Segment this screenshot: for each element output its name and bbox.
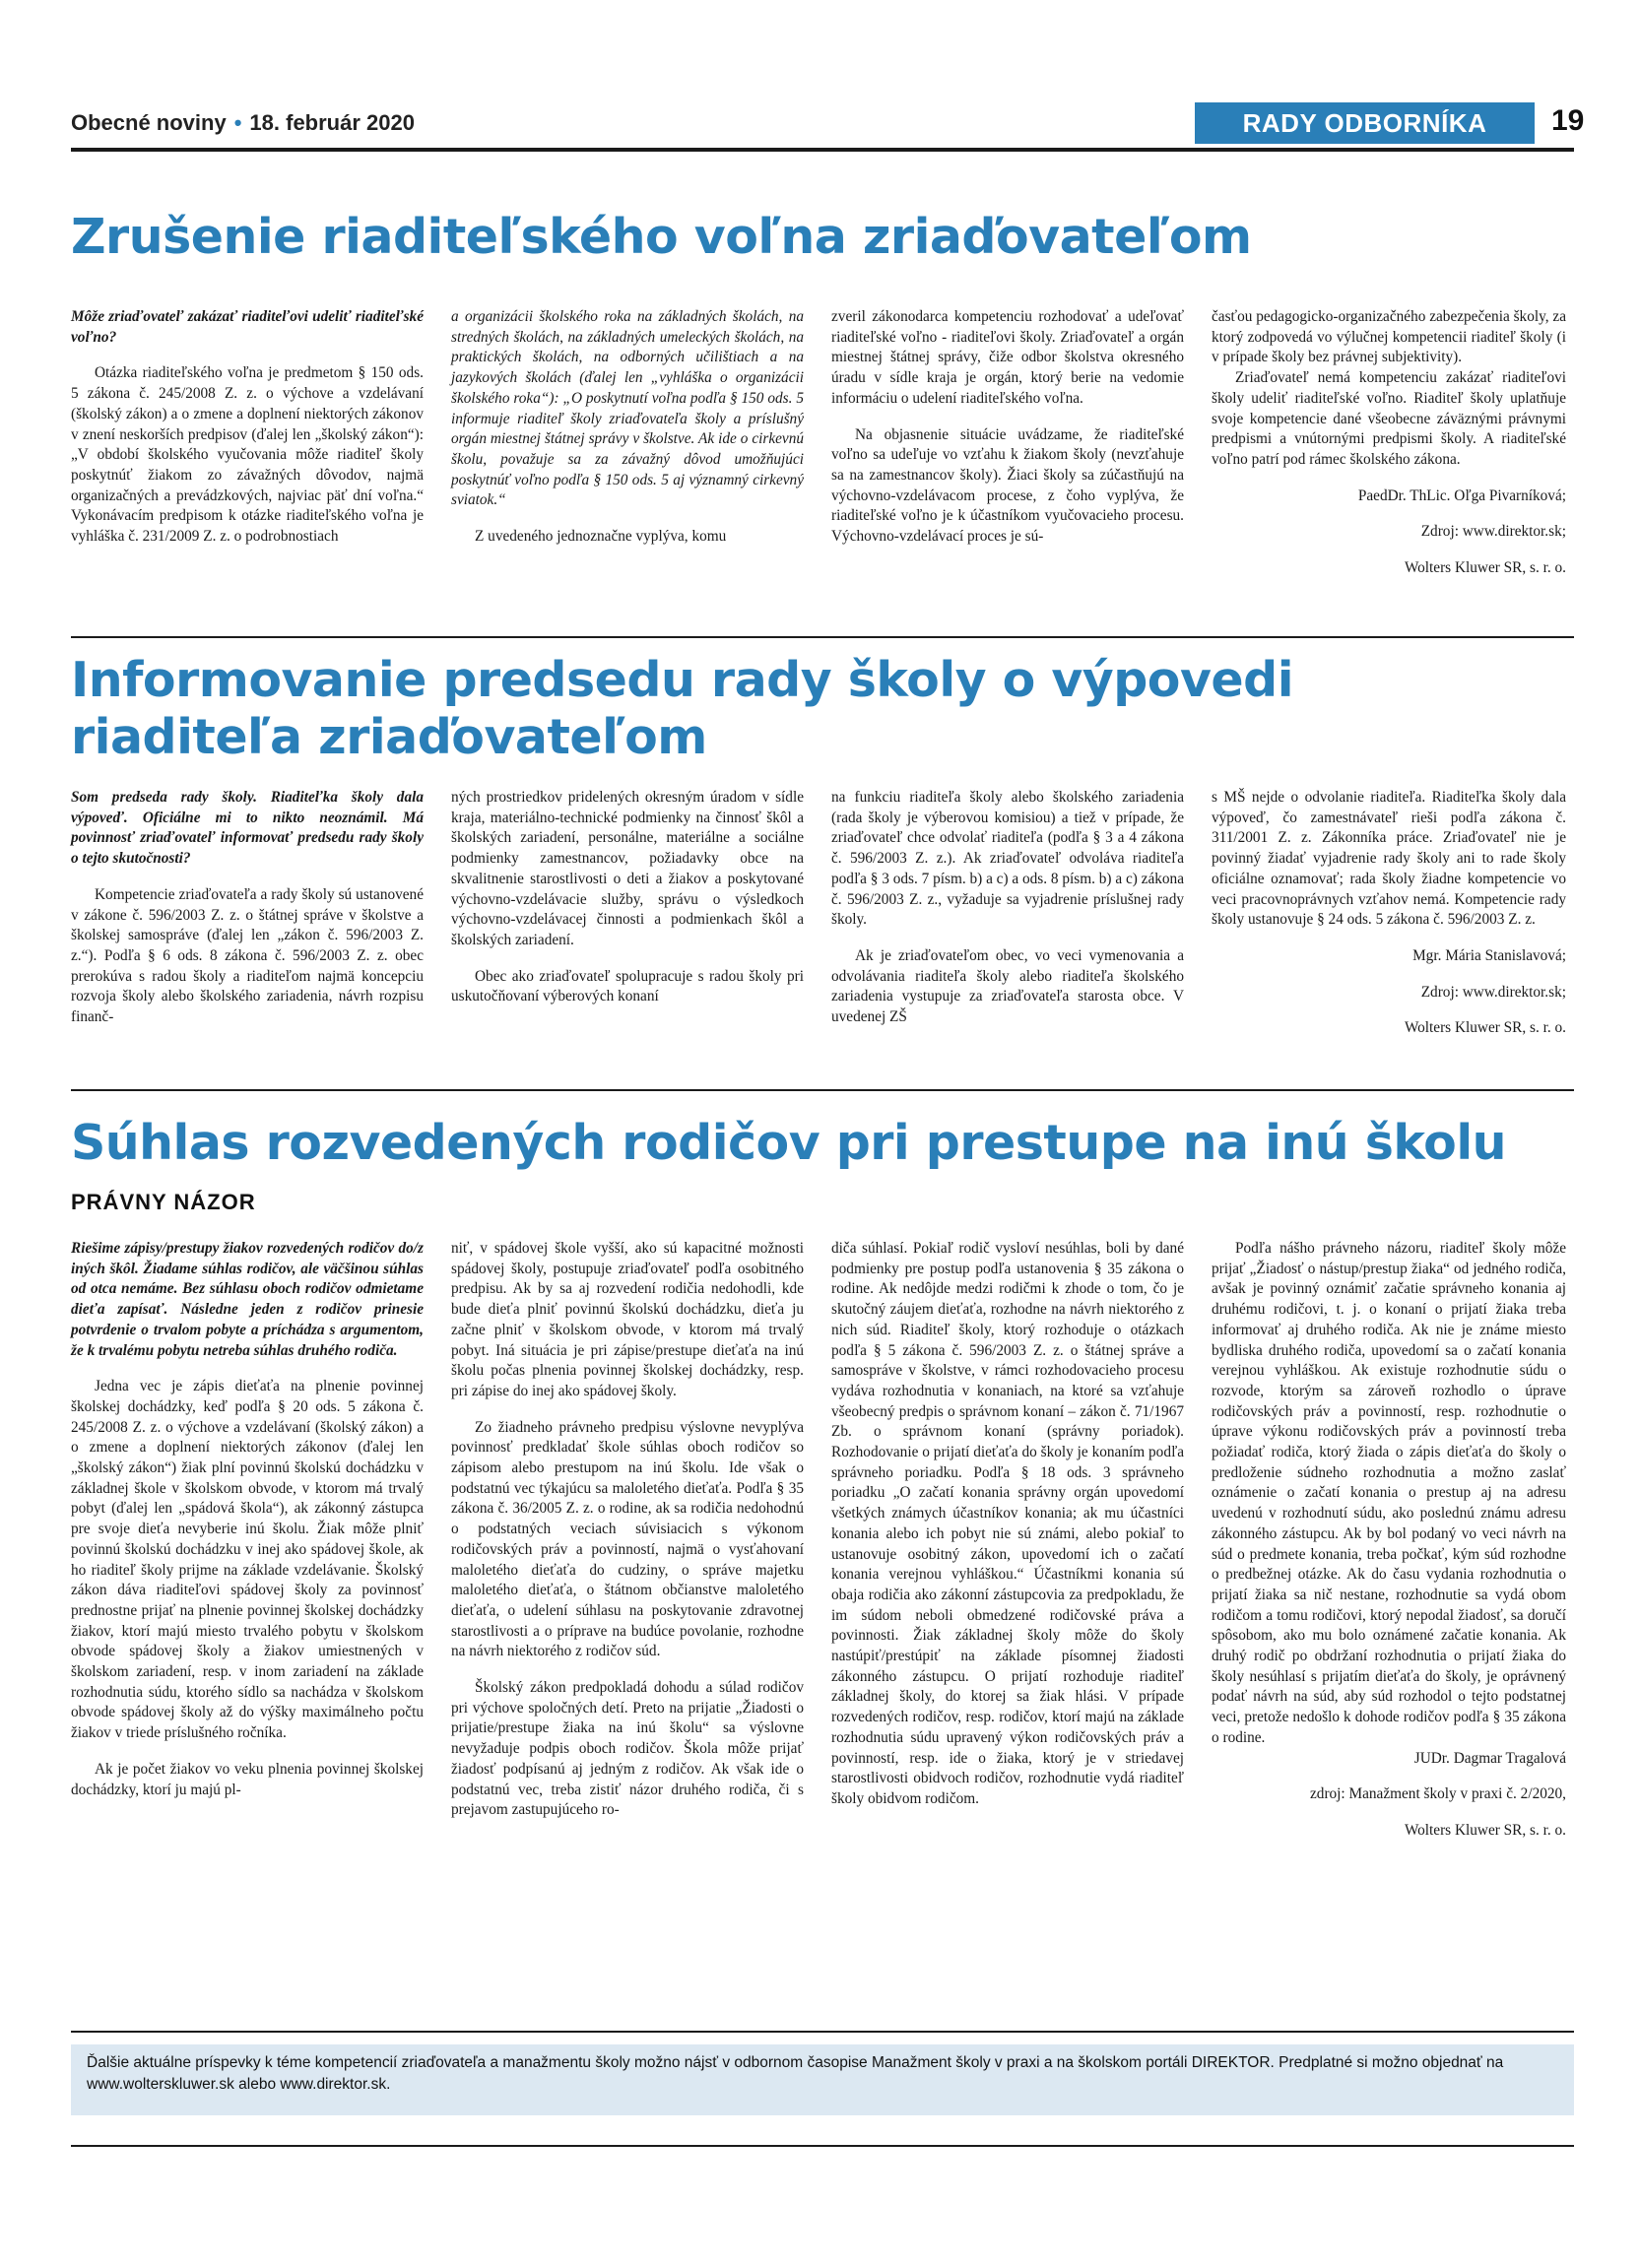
article3-paragraph: niť, v spádovej škole vyšší, ako sú kapacitné možnosti spádovej školy, postupuje zriaďovateľ podľa osobitného predpisu. Ak by sa aj rozvedení rodičia nedohodli, kde bude dieťa plniť povinnú školskú dochádzku, dieťa ju začne plniť v školskom obvode, v ktorom má trvalý pobyt. Iná situácia je pri zápise/prestupe dieťaťa na inú školu počas plnenia povinnej školskej dochádzky, resp. pri zápise do inej ako spádovej školy. xyxy=(451,1240,804,1399)
article3-paragraph: Jedna vec je zápis dieťaťa na plnenie povinnej školskej dochádzky, keď podľa § 20 ods. 5 zákona č. 245/2008 Z. z. o výchove a vzdelávaní (školský zákon) a o zmene a doplnení niektorých zákonov (ďalej len „školský zákon“) žiak plní povinnú školskú dochádzku v základnej škole v školskom obvode, v ktorom má trvalý pobyt (ďalej len „spádová škola“), ak zákonný zástupca pre svoje dieťa nevyberie inú školu. Žiak môže plniť povinnú školskú dochádzku v inej ako spádovej škole, ak ho riaditeľ školy prijme na základe vzdelávanie. Školský zákon dáva riaditeľovi spádovej školy za povinnosť prednostne prijať na plnenie povinnej školskej dochádzky žiakov, ktorí majú miesto trvalého pobytu v školskom obvode spádovej školy a žiakov umiestnených v školskom zariadení, resp. v inom zariadení na základe rozhodnutia súdu, ktorého sídlo sa nachádza v školskom obvode spádovej školy až do výšky maximálneho počtu žiakov v triede príslušného ročníka. xyxy=(71,1378,424,1742)
article3-source: zdroj: Manažment školy v praxi č. 2/2020, xyxy=(1310,1785,1566,1803)
article2-publisher: Wolters Kluwer SR, s. r. o. xyxy=(1404,1019,1566,1037)
article3-column-2 xyxy=(451,1239,804,1821)
article2-author: Mgr. Mária Stanislavová; xyxy=(1412,946,1566,964)
article1-title: Zrušenie riaditeľského voľna zriaďovateľom xyxy=(71,209,1252,265)
footer-note: Ďalšie aktuálne príspevky k téme kompetencií zriaďovateľa a manažmentu školy možno nájsť v odbornom časopise Manažment školy v praxi a na školskom portáli DIREKTOR. Predplatné si možno objednať na www.wolterskluwer.sk alebo www.direktor.sk. xyxy=(87,2054,1504,2093)
article2-column-4 xyxy=(1212,788,1566,1055)
bullet-separator: • xyxy=(233,110,242,135)
article3-subtitle: PRÁVNY NÁZOR xyxy=(71,1190,256,1214)
masthead xyxy=(71,110,415,136)
article2-paragraph: s MŠ nejde o odvolanie riaditeľa. Riaditeľka školy dala výpoveď, čo zamestnávateľ rieši podľa zákona č. 311/2001 Z. z. Zákonníka práce. Zriaďovateľ nie je povinný žiadať vyjadrenie rady školy ani to rade školy oficiálne oznamovať; rada školy žiadne kompetencie vo veci pracovnoprávnych vzťahov nemá. Kompetencie rady školy ustanovuje § 24 ods. 5 zákona č. 596/2003 Z. z. xyxy=(1212,789,1566,929)
article2-title-line-1: Informovanie predsedu rady školy o výpovedi xyxy=(71,652,1294,708)
article2-paragraph: Obec ako zriaďovateľ spolupracuje s radou školy pri uskutočňovaní výberových konaní xyxy=(451,967,804,1005)
article1-author: PaedDr. ThLic. Oľga Pivarníková; xyxy=(1357,486,1566,504)
article3-column-4 xyxy=(1212,1239,1566,1857)
article3-paragraph: Ak je počet žiakov vo veku plnenia povinnej školskej dochádzky, ktorí ju majú pl- xyxy=(71,1760,424,1798)
page-number: 19 xyxy=(1551,104,1585,137)
article1-column-1 xyxy=(71,307,424,548)
article2-paragraph: ných prostriedkov pridelených okresným úradom v sídle kraja, materiálno-technické podmienky na činnosť škôl a školských zariadení, personálne, materiálne a sociálne podmienky zamestnancov, požiadavky obce na skvalitnenie starostlivosti o deti a žiakov a poskytované výchovno-vzdelávacie služby, správu o výsledkoch výchovno-vzdelávacej činnosti a podmienkach škôl a školských zariadení. xyxy=(451,789,804,948)
publication-name: Obecné noviny xyxy=(71,110,227,135)
article2-paragraph: Ak je zriaďovateľom obec, vo veci vymenovania a odvolávania riaditeľa školy alebo riaditeľa školského zariadenia vystupuje za zriaďovateľa starosta obce. V uvedenej ZŠ xyxy=(831,946,1184,1026)
article3-paragraph: Školský zákon predpokladá dohodu a súlad rodičov pri výchove spoločných detí. Preto na prijatie „Žiadosti o prijatie/prestupe žiaka na inú školu“ sa výslovne nevyžaduje podpis oboch rodičov. Škola môže prijať žiadosť podpísanú aj jedným z rodičov. Ak však ide o podstatnú vec, treba zistiť názor druhého rodiča, či s prejavom zastupujúceho ro- xyxy=(451,1679,804,1819)
article2-column-3 xyxy=(831,788,1184,1028)
article2-question: Som predseda rady školy. Riaditeľka školy dala výpoveď. Oficiálne mi to nikto neoznámil. Má povinnosť zriaďovateľ informovať predsedu rady školy o tejto skutočnosti? xyxy=(71,789,424,868)
article1-paragraph: Otázka riaditeľského voľna je predmetom § 150 ods. 5 zákona č. 245/2008 Z. z. o výchove a vzdelávaní (školský zákon) a o zmene a doplnení niektorých zákonov v znení neskorších predpisov (ďalej len „školský zákon“): „V období školského vyučovania môže riaditeľ školy poskytnúť žiakom zo závažných dôvodov, najmä organizačných a prevádzkových, najviac päť dní voľna.“ Vykonávacím predpisom k otázke riaditeľského voľna je vyhláška č. 231/2009 Z. z. o podrobnostiach xyxy=(71,364,424,546)
article1-paragraph: Zriaďovateľ nemá kompetenciu zakázať riaditeľovi školy udeliť riaditeľské voľno. Riaditeľ školy uplatňuje svoje kompetencie dané všeobecne záväznými právnymi predpismi a vnútornými predpismi školy. A riaditeľské voľno patrí pod rámec školského zákona. xyxy=(1212,369,1566,468)
article1-paragraph: Na objasnenie situácie uvádzame, že riaditeľské voľno sa udeľuje vo vzťahu k žiakom školy (nevzťahuje sa na zamestnancov školy). Žiaci školy sa zúčastňujú na výchovno-vzdelávacom procese, z čoho vyplýva, že riaditeľské voľno je k účastníkom vyučovacieho procesu. Výchovno-vzdelávací proces je sú- xyxy=(831,425,1184,546)
article3-title: Súhlas rozvedených rodičov pri prestupe na inú školu xyxy=(71,1115,1507,1171)
article2-paragraph: Kompetencie zriaďovateľa a rady školy sú ustanovené v zákone č. 596/2003 Z. z. o štátnej správe v školstve a školskej samospráve (ďalej len „zákon č. 596/2003 Z. z.“). Podľa § 6 ods. 8 zákona č. 596/2003 Z. z. obec prerokúva s radou školy a riaditeľom najmä koncepciu rozvoja školy alebo školského zariadenia, návrh rozpisu finanč- xyxy=(71,885,424,1026)
article1-question: Môže zriaďovateľ zakázať riaditeľovi udeliť riaditeľské voľno? xyxy=(71,308,424,346)
article-divider xyxy=(71,636,1574,638)
article2-source: Zdroj: www.direktor.sk; xyxy=(1420,983,1566,1001)
article1-paragraph: časťou pedagogicko-organizačného zabezpečenia školy, za ktorý zodpovedá vo výlučnej kompetencii riaditeľ školy (i v prípade školy bez právnej subjektivity). xyxy=(1212,308,1566,366)
header-rule xyxy=(71,148,1574,152)
article3-column-3 xyxy=(831,1239,1184,1810)
article2-title xyxy=(71,652,1293,766)
article1-column-3 xyxy=(831,307,1184,548)
article1-column-4 xyxy=(1212,307,1566,595)
article3-publisher: Wolters Kluwer SR, s. r. o. xyxy=(1404,1821,1566,1839)
article3-paragraph: diča súhlasí. Pokiaľ rodič vysloví nesúhlas, boli by dané podmienky pre postup podľa ustanovenia § 35 zákona o rodine. Ak nedôjde medzi rodičmi k zhode o tom, čo je skutočný záujem dieťaťa, rozhodne na návrh niektorého z nich súd. Riaditeľ školy, ktorý rozhoduje o otázkach podľa § 5 zákona č. 596/2003 Z. z. o štátnej správe a samospráve v školstve, v rámci rozhodovacieho procesu vydáva rozhodnutia v konaniach, na ktoré sa vzťahuje všeobecný predpis o správnom konaní – zákon č. 71/1967 Zb. o správnom konaní (správny poriadok). Rozhodovanie o prijatí dieťaťa do školy je konaním podľa správneho poriadku. Podľa § 18 ods. 3 správneho poriadku „O začatí konania správny orgán upovedomí všetkých známych účastníkov konania; ak mu účastníci konania alebo ich pobyt nie sú známi, alebo pokiaľ to ustanovuje osobitný zákon, upovedomí ich o začatí konania verejnou vyhláškou.“ Účastníkmi konania sú obaja rodičia ako zákonní zástupcovia za predpokladu, že im súdom neboli obmedzené rodičovské práva a povinnosti. Žiak základnej školy môže do školy nastúpiť/prestúpiť na základe písomnej žiadosti zákonného zástupcu. O prijatí rozhoduje riaditeľ základnej školy, do ktorej sa žiak hlási. V prípade rozvedených rodičov, resp. rodičov, ktorí majú na základe rozhodnutia súdu upravený výkon rodičovských práv a povinností, resp. ide o žiaka, ktorý je v striedavej starostlivosti obidvoch rodičov, rozhodnutie vydá riaditeľ školy obidvom rodičom. xyxy=(831,1240,1184,1807)
section-badge: RADY ODBORNÍKA xyxy=(1195,102,1535,144)
article3-column-1 xyxy=(71,1239,424,1800)
article2-paragraph: na funkciu riaditeľa školy alebo školského zariadenia (rada školy je výberovou komisiou) a tiež v prípade, že zriaďovateľ chce odvolať riaditeľa (podľa § 3 a 4 zákona č. 596/2003 Z. z.). Ak zriaďovateľ odvoláva riaditeľa podľa § 3 ods. 7 písm. b) a c) a ods. 8 písm. b) a c) zákona č. 596/2003 Z. z., vyžaduje sa vyjadrenie príslušnej rady školy. xyxy=(831,789,1184,929)
article1-source: Zdroj: www.direktor.sk; xyxy=(1420,523,1566,541)
article1-column-2 xyxy=(451,307,804,548)
article1-paragraph: Z uvedeného jednoznačne vyplýva, komu xyxy=(475,528,727,546)
article3-paragraph: Podľa nášho právneho názoru, riaditeľ školy môže prijať „Žiadosť o nástup/prestup žiaka“ od jedného rodiča, avšak je povinný oznámiť začatie správneho konania aj druhému rodičovi, t. j. o konaní o prijatí žiaka treba informovať aj druhého rodiča. Ak nie je známe miesto bydliska druhého rodiča, upovedomí sa o začatí konania verejnou vyhláškou. Ak existuje rozhodnutie súdu o rozvode, ktorým sa zároveň rozhodlo o úprave rodičovských práv a povinností, resp. rozhodnutie o úprave výkonu rodičovských práv a povinností treba požiadať rodiča, ktorý žiada o zápis dieťaťa do školy o predloženie súdneho rozhodnutia a možno zaslať oznámenie o začatí konania o prestup aj na adresu uvedenú v rozhodnutí súdu, ako poslednú známu adresu zákonného zástupcu. Ak by bol podaný vo veci návrh na súd o predmete konania, treba počkať, kým súd rozhodne o predbežnej otázke. Ak do času vydania rozhodnutia o prijatí žiaka sa nič nestane, rozhodnutie sa vydá obom rodičom a tomu rodičovi, ktorý nepodal žiadosť, sa doručí spôsobom, ako mu bolo oznámené začatie konania. Ak druhý rodič po obdržaní rozhodnutia o prijatí žiaka do školy nesúhlasí s prijatím dieťaťa do školy, je oprávnený podať návrh na súd, aby súd rozhodol o tejto podstatnej veci, pretože nedošlo k dohode rodičov podľa § 35 zákona o rodine. xyxy=(1212,1240,1566,1746)
issue-date: 18. február 2020 xyxy=(249,110,415,135)
article3-question: Riešime zápisy/prestupy žiakov rozvedených rodičov do/z iných škôl. Žiadame súhlas rodičov, ale väčšinou súhlas od otca nemáme. Bez súhlasu oboch rodičov odmietame dieťa zapísať. Následne jeden z rodičov prinesie potvrdenie o trvalom pobyte a príchádza s argumentom, že k trvalému pobytu netreba súhlas druhého rodiča. xyxy=(71,1240,424,1359)
article2-title-line-2: riaditeľa zriaďovateľom xyxy=(71,709,707,765)
article3-author: JUDr. Dagmar Tragalová xyxy=(1413,1749,1566,1767)
article1-publisher: Wolters Kluwer SR, s. r. o. xyxy=(1404,559,1566,577)
article1-paragraph: zveril zákonodarca kompetenciu rozhodovať a udeľovať riaditeľské voľno - riaditeľovi školy. Zriaďovateľ a orgán miestnej štátnej správy, čiže odbor školstva okresného úradu v sídle kraja je orgán, ktorý berie na vedomie informáciu o udelení riaditeľského voľna. xyxy=(831,308,1184,407)
article3-paragraph: Zo žiadneho právneho predpisu výslovne nevyplýva povinnosť predkladať škole súhlas oboch rodičov so zápisom alebo prestupom na inú školu. Ide však o podstatnú vec týkajúcu sa maloletého dieťaťa. Podľa § 35 zákona č. 36/2005 Z. z. o rodine, ak sa rodičia nedohodnú o podstatných veciach súvisiacich s výkonom rodičovských práv a povinností, najmä o vysťahovaní maloletého dieťaťa do cudziny, o správe majetku maloletého dieťaťa, o štátnom občianstve maloletého dieťaťa, o udelení súhlasu na poskytovanie zdravotnej starostlivosti a o príprave na budúce povolanie, rozhodne na návrh niektorého z rodičov súd. xyxy=(451,1418,804,1660)
article1-paragraph: a organizácii školského roka na základných školách, na stredných školách, na základných umeleckých školách, na praktických školách, na odborných učilištiach a na jazykových školách (ďalej len „vyhláška o organizácii školského roka“): „O poskytnutí voľna podľa § 150 ods. 5 informuje riaditeľ školy zriaďovateľa školy a príslušný orgán miestnej štátnej správy v školstve. Ak ide o cirkevnú školu, považuje sa za závažný dôvod umožňujúci poskytnúť voľno podľa § 150 ods. 5 aj významný cirkevný sviatok.“ xyxy=(451,308,804,509)
article2-column-1 xyxy=(71,788,424,1028)
footer-top-rule xyxy=(71,2031,1574,2033)
article2-column-2 xyxy=(451,788,804,1007)
footer-bottom-rule xyxy=(71,2145,1574,2147)
article-divider xyxy=(71,1089,1574,1091)
